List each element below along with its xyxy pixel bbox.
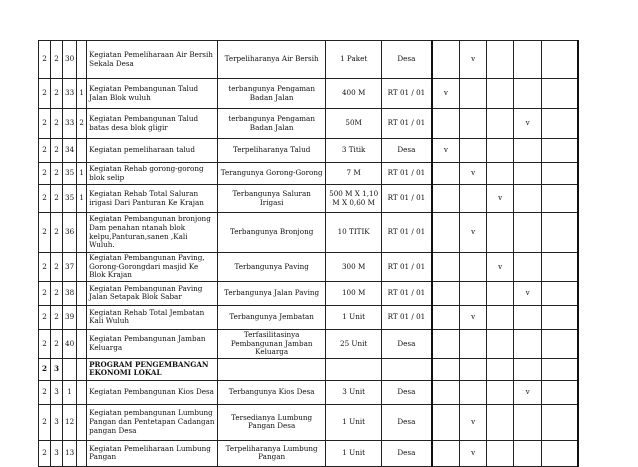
month-5-cell bbox=[542, 139, 578, 163]
month-3-cell: v bbox=[487, 185, 514, 213]
code-a-cell: 2 bbox=[39, 305, 51, 329]
month-3-cell bbox=[487, 139, 514, 163]
table-row bbox=[39, 109, 578, 139]
month-4-cell bbox=[514, 185, 542, 213]
month-5-cell bbox=[542, 253, 578, 282]
output-cell bbox=[218, 358, 326, 380]
month-2-cell: v bbox=[460, 305, 487, 329]
month-3-cell bbox=[487, 109, 514, 139]
volume-cell: 50M bbox=[326, 109, 382, 139]
month-4-cell bbox=[514, 253, 542, 282]
table-row bbox=[39, 329, 578, 358]
table-row bbox=[39, 305, 578, 329]
table-row bbox=[39, 440, 578, 466]
month-3-cell bbox=[487, 440, 514, 466]
activity-cell: Kegiatan Pembangunan Paving, Gorong-Gorongdari masjid Ke Blok Krajan bbox=[87, 253, 218, 282]
code-a-cell: 2 bbox=[39, 213, 51, 253]
code-b-cell: 2 bbox=[51, 253, 63, 282]
month-2-cell bbox=[460, 329, 487, 358]
volume-cell: 1 Paket bbox=[326, 41, 382, 79]
code-b-cell: 2 bbox=[51, 41, 63, 79]
code-c-cell: 30 bbox=[63, 41, 77, 79]
activity-cell: Kegiatan Rehab Total Jembatan Kali Wuluh bbox=[87, 305, 218, 329]
table-row bbox=[39, 380, 578, 404]
month-5-cell bbox=[542, 41, 578, 79]
code-d-cell bbox=[77, 305, 87, 329]
location-cell: Desa bbox=[382, 139, 432, 163]
code-c-cell: 36 bbox=[63, 213, 77, 253]
month-2-cell bbox=[460, 253, 487, 282]
code-d-cell bbox=[77, 358, 87, 380]
month-3-cell bbox=[487, 404, 514, 440]
code-c-cell: 12 bbox=[63, 404, 77, 440]
month-5-cell bbox=[542, 404, 578, 440]
code-d-cell bbox=[77, 253, 87, 282]
code-b-cell: 2 bbox=[51, 163, 63, 185]
code-a-cell: 2 bbox=[39, 79, 51, 109]
volume-cell bbox=[326, 358, 382, 380]
output-cell: Terbangunya Bronjong bbox=[218, 213, 326, 253]
code-a-cell: 2 bbox=[39, 281, 51, 305]
code-d-cell bbox=[77, 139, 87, 163]
location-cell: RT 01 / 01 bbox=[382, 109, 432, 139]
volume-cell: 400 M bbox=[326, 79, 382, 109]
code-c-cell: 37 bbox=[63, 253, 77, 282]
code-d-cell: 2 bbox=[77, 109, 87, 139]
month-4-cell bbox=[514, 139, 542, 163]
output-cell: Tersedianya Lumbung Pangan Desa bbox=[218, 404, 326, 440]
output-cell: terbangunya Pengaman Badan Jalan bbox=[218, 109, 326, 139]
code-b-cell: 3 bbox=[51, 380, 63, 404]
month-3-cell bbox=[487, 41, 514, 79]
activity-cell: Kegiatan Pembangunan bronjong Dam penahan ntanah blok kelpu,Panturan,sanen ,Kali Wuluh. bbox=[87, 213, 218, 253]
code-a-cell: 2 bbox=[39, 139, 51, 163]
location-cell: RT 01 / 01 bbox=[382, 281, 432, 305]
location-cell bbox=[382, 358, 432, 380]
month-1-cell bbox=[432, 380, 460, 404]
activity-cell: Kegiatan pemeliharaan talud bbox=[87, 139, 218, 163]
code-a-cell: 2 bbox=[39, 329, 51, 358]
code-c-cell: 35 bbox=[63, 185, 77, 213]
month-1-cell bbox=[432, 213, 460, 253]
code-d-cell bbox=[77, 281, 87, 305]
month-2-cell: v bbox=[460, 41, 487, 79]
output-cell: Terangunya Gorong-Gorong bbox=[218, 163, 326, 185]
location-cell: RT 01 / 01 bbox=[382, 79, 432, 109]
code-b-cell: 2 bbox=[51, 79, 63, 109]
location-cell: RT 01 / 01 bbox=[382, 213, 432, 253]
month-4-cell bbox=[514, 163, 542, 185]
code-b-cell: 2 bbox=[51, 213, 63, 253]
code-a-cell: 2 bbox=[39, 380, 51, 404]
activity-table bbox=[38, 40, 579, 467]
code-c-cell: 1 bbox=[63, 380, 77, 404]
month-5-cell bbox=[542, 163, 578, 185]
month-4-cell bbox=[514, 440, 542, 466]
month-5-cell bbox=[542, 305, 578, 329]
code-d-cell bbox=[77, 329, 87, 358]
month-3-cell bbox=[487, 358, 514, 380]
activity-cell: Kegiatan Pembangunan Jamban Keluarga bbox=[87, 329, 218, 358]
month-1-cell: v bbox=[432, 79, 460, 109]
activity-cell: Kegiatan Pembangunan Kios Desa bbox=[87, 380, 218, 404]
code-d-cell bbox=[77, 41, 87, 79]
month-5-cell bbox=[542, 358, 578, 380]
code-a-cell: 2 bbox=[39, 253, 51, 282]
table-row bbox=[39, 213, 578, 253]
month-4-cell bbox=[514, 41, 542, 79]
month-5-cell bbox=[542, 281, 578, 305]
code-a-cell: 2 bbox=[39, 41, 51, 79]
output-cell: Terbangunya Jembatan bbox=[218, 305, 326, 329]
month-3-cell bbox=[487, 213, 514, 253]
code-a-cell: 2 bbox=[39, 404, 51, 440]
volume-cell: 500 M X 1,10 M X 0,60 M bbox=[326, 185, 382, 213]
month-5-cell bbox=[542, 380, 578, 404]
location-cell: RT 01 / 01 bbox=[382, 305, 432, 329]
activity-cell: Kegiatan Pemeliharaan Air Bersih Sekala Desa bbox=[87, 41, 218, 79]
month-1-cell bbox=[432, 41, 460, 79]
volume-cell: 25 Unit bbox=[326, 329, 382, 358]
month-4-cell bbox=[514, 79, 542, 109]
month-2-cell bbox=[460, 281, 487, 305]
table-row bbox=[39, 163, 578, 185]
month-5-cell bbox=[542, 185, 578, 213]
code-c-cell: 33 bbox=[63, 109, 77, 139]
code-b-cell: 2 bbox=[51, 281, 63, 305]
month-1-cell bbox=[432, 305, 460, 329]
month-3-cell bbox=[487, 305, 514, 329]
table-row bbox=[39, 281, 578, 305]
month-1-cell bbox=[432, 404, 460, 440]
output-cell: Terbangunya Jalan Paving bbox=[218, 281, 326, 305]
output-cell: Terpeliharanya Air Bersih bbox=[218, 41, 326, 79]
code-b-cell: 3 bbox=[51, 404, 63, 440]
code-b-cell: 3 bbox=[51, 440, 63, 466]
code-c-cell bbox=[63, 358, 77, 380]
month-1-cell bbox=[432, 109, 460, 139]
code-d-cell: 1 bbox=[77, 185, 87, 213]
location-cell: RT 01 / 01 bbox=[382, 185, 432, 213]
table-row bbox=[39, 139, 578, 163]
month-1-cell bbox=[432, 253, 460, 282]
month-3-cell bbox=[487, 281, 514, 305]
month-3-cell bbox=[487, 79, 514, 109]
code-a-cell: 2 bbox=[39, 185, 51, 213]
activity-cell: Kegiatan Pemeliharaan Lumbung Pangan bbox=[87, 440, 218, 466]
month-4-cell bbox=[514, 329, 542, 358]
month-5-cell bbox=[542, 79, 578, 109]
month-2-cell: v bbox=[460, 213, 487, 253]
output-cell: Terbangunya Kios Desa bbox=[218, 380, 326, 404]
location-cell: RT 01 / 01 bbox=[382, 253, 432, 282]
output-cell: terbangunya Pengaman Badan Jalan bbox=[218, 79, 326, 109]
code-b-cell: 2 bbox=[51, 305, 63, 329]
month-4-cell bbox=[514, 404, 542, 440]
volume-cell: 3 Titik bbox=[326, 139, 382, 163]
code-c-cell: 40 bbox=[63, 329, 77, 358]
month-4-cell bbox=[514, 213, 542, 253]
location-cell: RT 01 / 01 bbox=[382, 163, 432, 185]
code-d-cell: 1 bbox=[77, 79, 87, 109]
code-a-cell: 2 bbox=[39, 358, 51, 380]
location-cell: Desa bbox=[382, 41, 432, 79]
activity-cell: Kegiatan Rehab Total Saluran irigasi Dari Panturan Ke Krajan bbox=[87, 185, 218, 213]
code-d-cell bbox=[77, 440, 87, 466]
month-4-cell: v bbox=[514, 380, 542, 404]
month-2-cell: v bbox=[460, 163, 487, 185]
month-2-cell bbox=[460, 380, 487, 404]
location-cell: Desa bbox=[382, 329, 432, 358]
month-1-cell bbox=[432, 163, 460, 185]
output-cell: Terbangunya Paving bbox=[218, 253, 326, 282]
location-cell: Desa bbox=[382, 380, 432, 404]
month-1-cell bbox=[432, 185, 460, 213]
output-cell: Terbangunya Saluran Irigasi bbox=[218, 185, 326, 213]
code-b-cell: 2 bbox=[51, 139, 63, 163]
month-2-cell bbox=[460, 358, 487, 380]
month-3-cell bbox=[487, 380, 514, 404]
month-2-cell: v bbox=[460, 404, 487, 440]
output-cell: Terpeliharanya Lumbung Pangan bbox=[218, 440, 326, 466]
table-row bbox=[39, 185, 578, 213]
output-cell: Terfasilitasinya Pembangunan Jamban Keluarga bbox=[218, 329, 326, 358]
code-d-cell bbox=[77, 380, 87, 404]
volume-cell: 300 M bbox=[326, 253, 382, 282]
activity-cell: Kegiatan Pembangunan Paving Jalan Setapak Blok Sabar bbox=[87, 281, 218, 305]
month-2-cell bbox=[460, 109, 487, 139]
volume-cell: 100 M bbox=[326, 281, 382, 305]
month-3-cell bbox=[487, 163, 514, 185]
code-b-cell: 2 bbox=[51, 185, 63, 213]
location-cell: Desa bbox=[382, 404, 432, 440]
activity-cell: Kegiatan pembangunan Lumbung Pangan dan Pentetapan Cadangan pangan Desa bbox=[87, 404, 218, 440]
code-c-cell: 35 bbox=[63, 163, 77, 185]
month-3-cell bbox=[487, 329, 514, 358]
code-c-cell: 13 bbox=[63, 440, 77, 466]
month-1-cell bbox=[432, 358, 460, 380]
code-c-cell: 34 bbox=[63, 139, 77, 163]
code-a-cell: 2 bbox=[39, 109, 51, 139]
month-1-cell bbox=[432, 440, 460, 466]
code-b-cell: 2 bbox=[51, 109, 63, 139]
month-1-cell: v bbox=[432, 139, 460, 163]
table-row bbox=[39, 404, 578, 440]
month-2-cell bbox=[460, 79, 487, 109]
month-1-cell bbox=[432, 281, 460, 305]
activity-cell: Kegiatan Pembangunan Talud Jalan Blok wuluh bbox=[87, 79, 218, 109]
month-5-cell bbox=[542, 440, 578, 466]
month-5-cell bbox=[542, 329, 578, 358]
table-row bbox=[39, 253, 578, 282]
activity-cell: Kegiatan Rehab gorong-gorong blok selip bbox=[87, 163, 218, 185]
code-b-cell: 3 bbox=[51, 358, 63, 380]
table-row bbox=[39, 79, 578, 109]
table-row bbox=[39, 41, 578, 79]
section-row bbox=[39, 358, 578, 380]
volume-cell: 7 M bbox=[326, 163, 382, 185]
volume-cell: 1 Unit bbox=[326, 404, 382, 440]
code-a-cell: 2 bbox=[39, 440, 51, 466]
code-c-cell: 38 bbox=[63, 281, 77, 305]
activity-cell: Kegiatan Pembangunan Talud batas desa blok gligir bbox=[87, 109, 218, 139]
output-cell: Terpeliharanya Talud bbox=[218, 139, 326, 163]
volume-cell: 10 TITIK bbox=[326, 213, 382, 253]
month-5-cell bbox=[542, 109, 578, 139]
activity-cell: PROGRAM PENGEMBANGAN EKONOMI LOKAL bbox=[87, 358, 218, 380]
month-4-cell bbox=[514, 358, 542, 380]
code-c-cell: 33 bbox=[63, 79, 77, 109]
location-cell: Desa bbox=[382, 440, 432, 466]
code-d-cell: 1 bbox=[77, 163, 87, 185]
month-4-cell bbox=[514, 305, 542, 329]
month-3-cell: v bbox=[487, 253, 514, 282]
volume-cell: 3 Unit bbox=[326, 380, 382, 404]
volume-cell: 1 Unit bbox=[326, 440, 382, 466]
month-2-cell bbox=[460, 139, 487, 163]
month-5-cell bbox=[542, 213, 578, 253]
month-4-cell: v bbox=[514, 109, 542, 139]
code-d-cell bbox=[77, 404, 87, 440]
code-a-cell: 2 bbox=[39, 163, 51, 185]
month-2-cell bbox=[460, 185, 487, 213]
month-2-cell: v bbox=[460, 440, 487, 466]
month-4-cell: v bbox=[514, 281, 542, 305]
volume-cell: 1 Unit bbox=[326, 305, 382, 329]
code-b-cell: 2 bbox=[51, 329, 63, 358]
code-c-cell: 39 bbox=[63, 305, 77, 329]
code-d-cell bbox=[77, 213, 87, 253]
month-1-cell bbox=[432, 329, 460, 358]
